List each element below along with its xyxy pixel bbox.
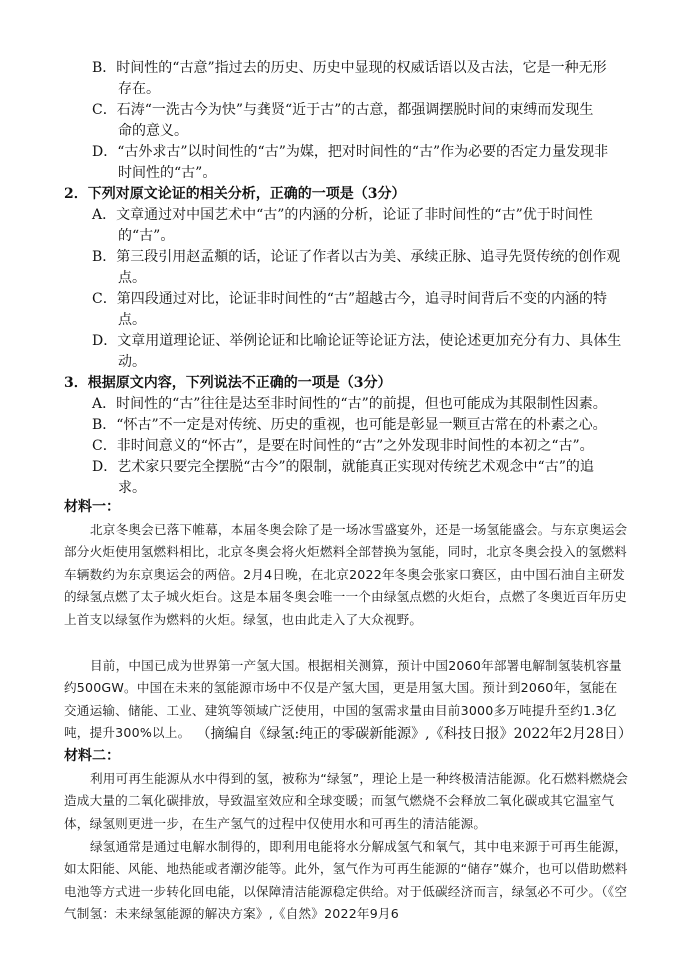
q2-option-a-line1: A．文章通过对中国艺术中“古”的内涵的分析，论证了非时间性的“古”优于时间性: [92, 207, 593, 223]
q3-option-d-line2: 求。: [118, 480, 146, 496]
material-2-paragraph-1: 利用可再生能源从水中得到的氢，被称为“绿氢”，理论上是一种终极清洁能源。化石燃料燃烧会造成大量的二氧化碳排放，导致温室效应和全球变暖；而氢气燃烧不会释放二氧化碳或其它温室气体，绿氢则更进一步，在生产氢气的过程中仅使用水和可再生的清洁能源。: [64, 771, 628, 831]
q3-option-c: C．非时间意义的“怀古”，是要在时间性的“古”之外发现非时间性的本初之“古”。: [92, 438, 594, 454]
material-2-paragraph-2: 绿氢通常是通过电解水制得的，即利用电能将水分解成氢气和氧气，其中电来源于可再生能源，如太阳能、风能、地热能或者潮汐能等。此外，氢气作为可再生能源的“储存”媒介，也可以借助燃料电池等方式进一步转化回电能，以保障清洁能源稳定供给。对于低碳经济而言，绿氢必不可少。（《空气制氢：未来绿氢能源的解决方案》,《自然》2022年9月6: [64, 839, 628, 922]
q2-option-b-line2: 点。: [118, 270, 146, 286]
material-1-source: （摘编自《绿氢:纯正的零碳新能源》,《科技日报》2022年2月28日）: [196, 726, 632, 742]
question-3-title: 3．根据原文内容，下列说法不正确的一项是（3分）: [64, 375, 392, 391]
material-2-heading: 材料二：: [64, 748, 120, 764]
material-1-paragraph-2: 目前，中国已成为世界第一产氢大国。根据相关测算，预计中国2060年部署电解制氢装机容量约500GW。中国在未来的氢能源市场中不仅是产氢大国，更是用氢大国。预计到2060年，氢能在交通运输、储能、工业、建筑等领域广泛使用，中国的氢需求量由目前3000多万吨提升至约1.3亿吨，提升300%以上。: [64, 658, 622, 741]
material-1-heading: 材料一：: [64, 499, 120, 515]
q3-option-a: A．时间性的“古”往往是达至非时间性的“古”的前提，但也可能成为其限制性因素。: [92, 396, 607, 412]
q2-option-c-line1: C．第四段通过对比，论证非时间性的“古”超越古今，追寻时间背后不变的内涵的特: [92, 291, 608, 307]
q1-option-d-line2: 时间性的“古”。: [118, 165, 217, 181]
q1-option-b-line2: 存在。: [118, 81, 160, 97]
question-2-title: 2．下列对原文论证的相关分析，正确的一项是（3分）: [64, 186, 406, 202]
q2-option-b-line1: B．第三段引用赵孟頫的话，论证了作者以古为美、承续正脉、追寻先贤传统的创作观: [92, 249, 621, 265]
material-1-paragraph-1: 北京冬奥会已落下帷幕，本届冬奥会除了是一场冰雪盛宴外，还是一场氢能盛会。与东京奥运会部分火炬使用氢燃料相比，北京冬奥会将火炬燃料全部替换为氢能，同时，北京冬奥会投入的氢燃料车辆数约为东京奥运会的两倍。2月4日晚，在北京2022年冬奥会张家口赛区，由中国石油自主研发的绿氢点燃了太子城火炬台。这是本届冬奥会唯一一个由绿氢点燃的火炬台，点燃了冬奥近百年历史上首支以绿氢作为燃料的火炬。绿氢，也由此走入了大众视野。: [64, 522, 628, 627]
q2-option-c-line2: 点。: [118, 312, 146, 328]
q1-option-c-line2: 命的意义。: [118, 123, 188, 139]
q2-option-a-line2: 的“古”。: [118, 228, 175, 244]
q3-option-b: B．“怀古”不一定是对传统、历史的重视，也可能是彰显一颗亘古常在的朴素之心。: [92, 417, 607, 433]
q3-option-d-line1: D．艺术家只要完全摆脱“古今”的限制，就能真正实现对传统艺术观念中“古”的追: [92, 459, 594, 475]
q1-option-d-line1: D．“古外求古”以时间性的“古”为媒，把对时间性的“古”作为必要的否定力量发现非: [92, 144, 609, 160]
q2-option-d-line2: 动。: [118, 354, 146, 370]
q1-option-b-line1: B．时间性的“古意”指过去的历史、历史中显现的权威话语以及古法，它是一种无形: [92, 60, 607, 76]
q2-option-d-line1: D．文章用道理论证、举例论证和比喻论证等论证方法，使论述更加充分有力、具体生: [92, 333, 622, 349]
q1-option-c-line1: C．石涛“一洗古今为快”与龚贤“近于古”的古意，都强调摆脱时间的束缚而发现生: [92, 102, 594, 118]
